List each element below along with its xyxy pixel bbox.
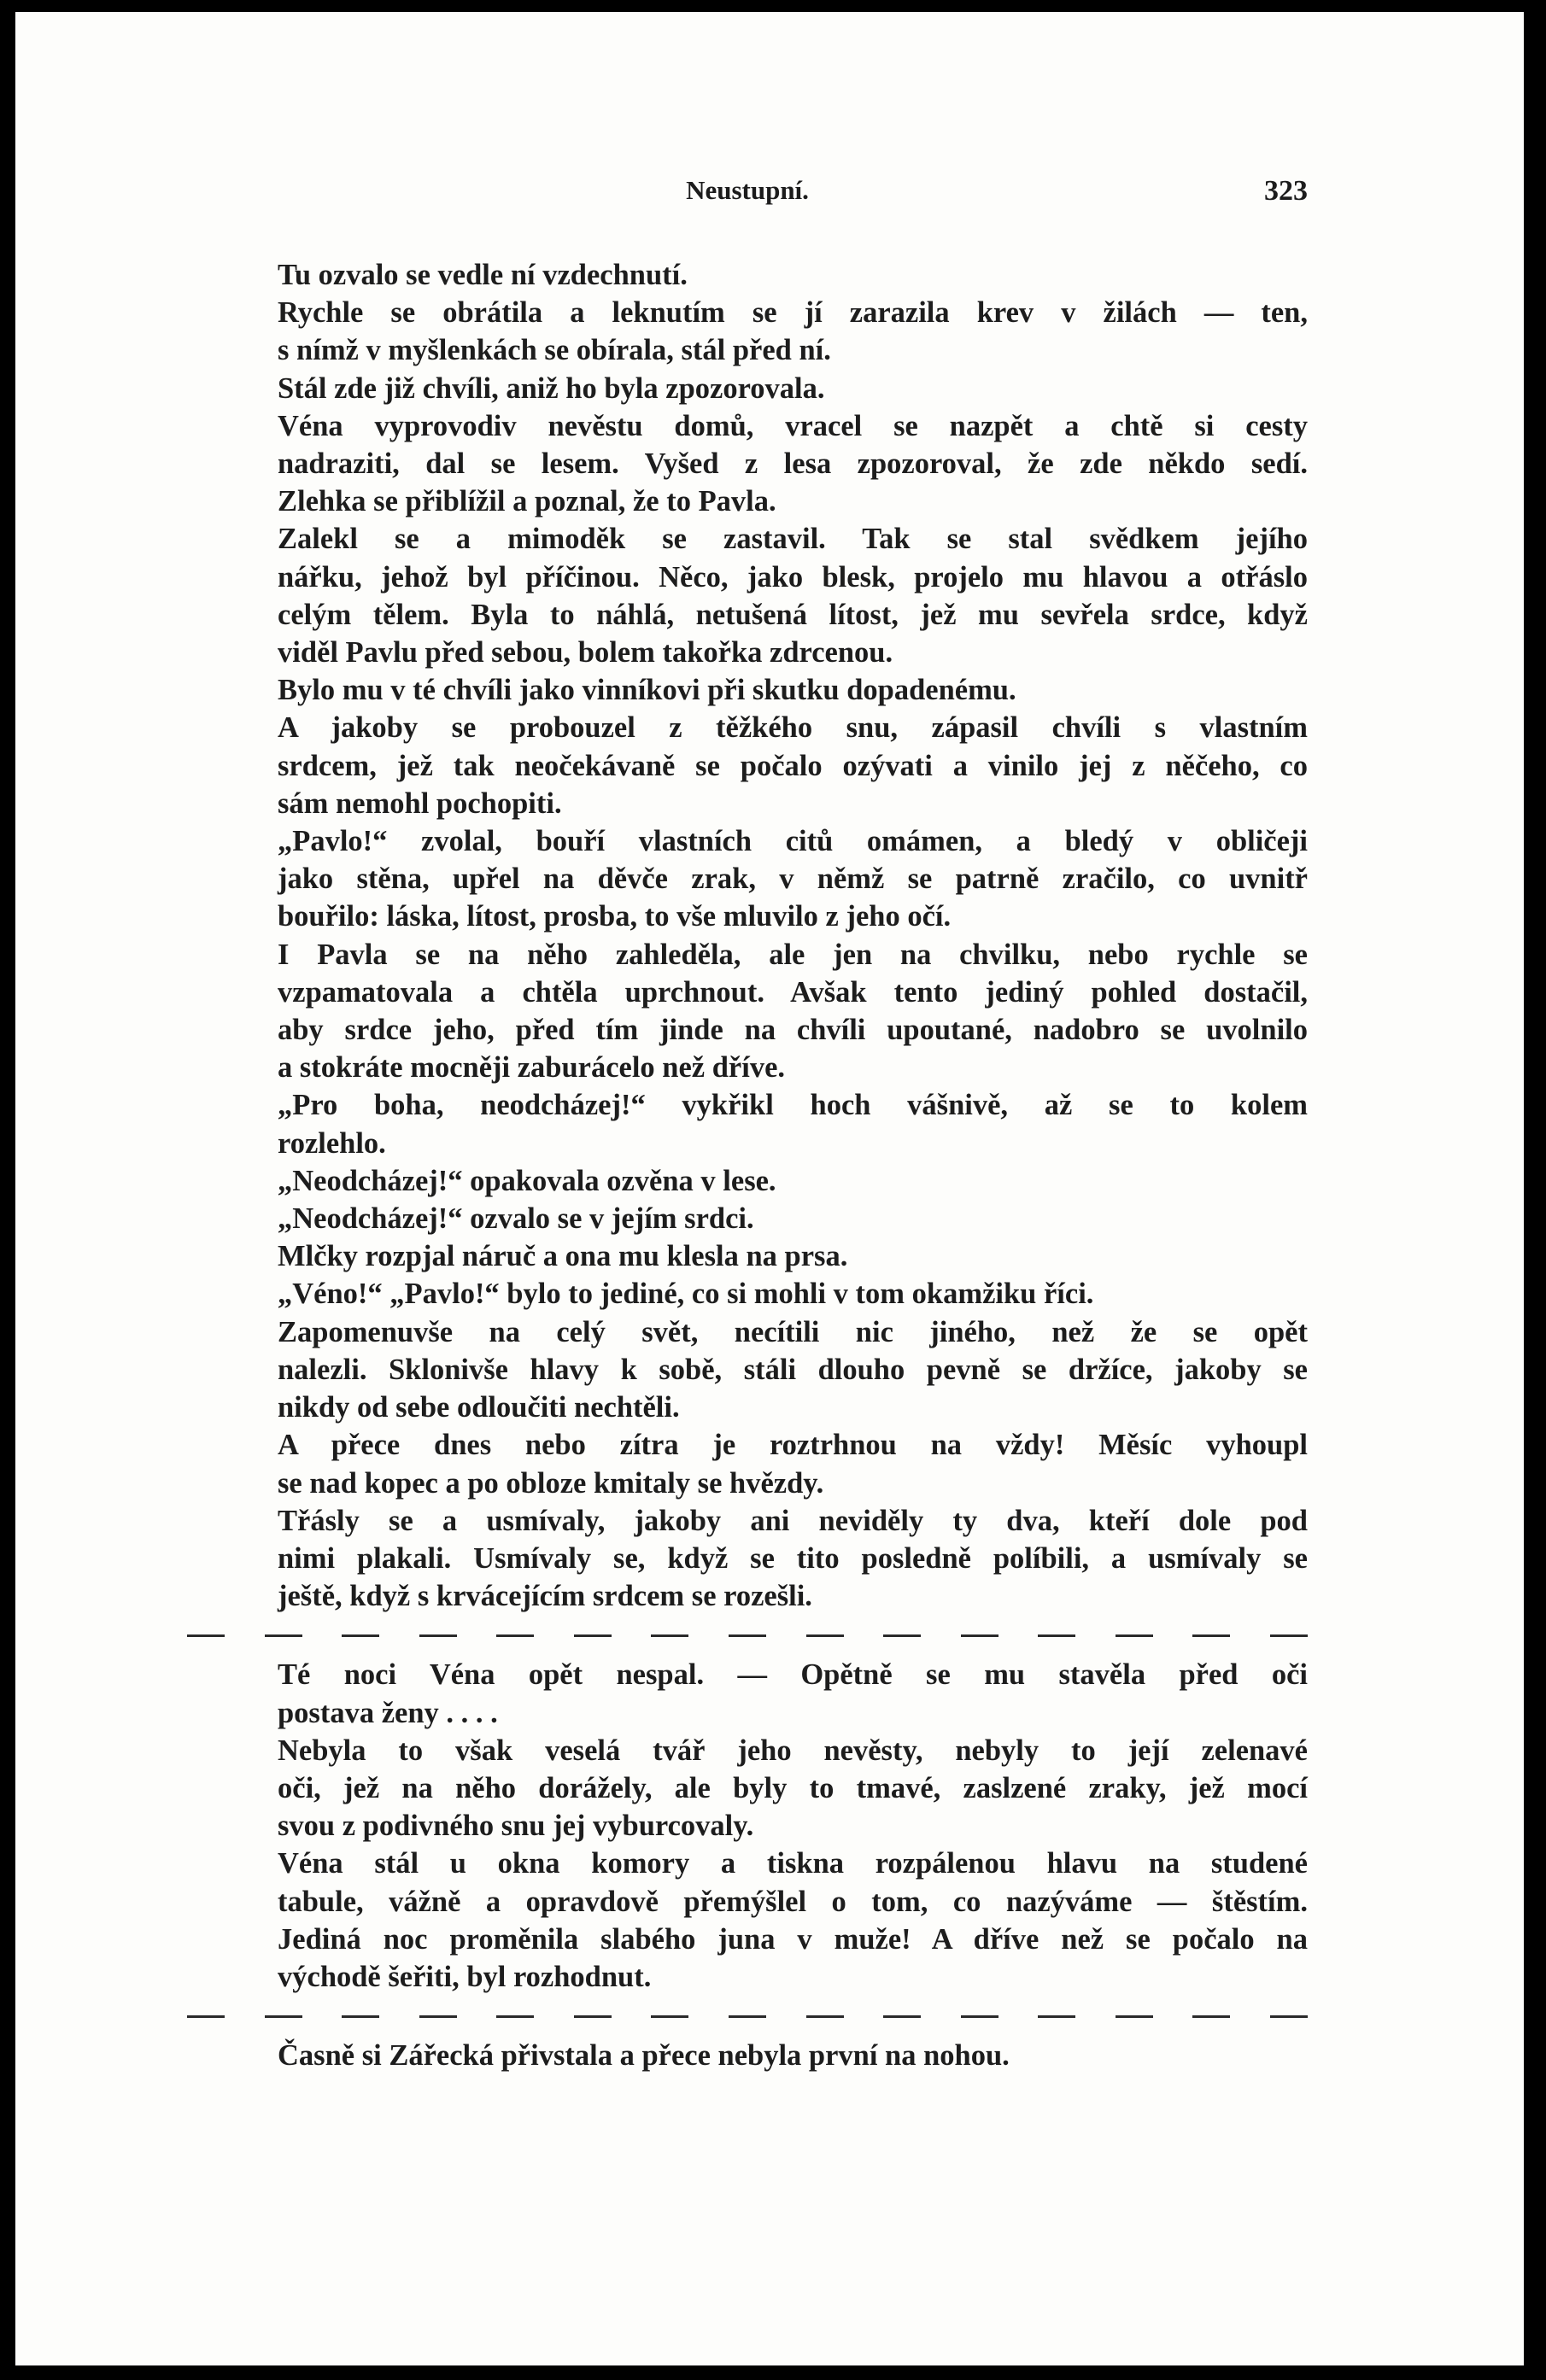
text-line: Tu ozvalo se vedle ní vzdechnutí. — [278, 259, 688, 291]
text-line: aby srdce jeho, před tím jinde na chvíli upoutané, nadobro se uvolnilo — [278, 1014, 1308, 1047]
text-line: Jediná noc proměnila slabého juna v muže! A dříve než se počalo na — [278, 1922, 1308, 1956]
paragraph — [187, 1237, 1308, 1275]
paragraph — [187, 1313, 1308, 1427]
paragraph — [187, 1162, 1308, 1200]
text-line: a stokráte mocněji zaburácelo než dříve. — [278, 1051, 786, 1085]
section-separator — [187, 1620, 1308, 1651]
book-page — [15, 12, 1524, 2365]
text-line: Bylo mu v té chvíli jako vinníkovi při skutku dopadenému. — [278, 674, 1016, 707]
text-line: Časně si Zářecká přivstala a přece nebyla první na nohou. — [278, 2039, 1010, 2073]
text-line: Té noci Véna opět nespal. — Opětně se mu stavěla před oči — [278, 1658, 1308, 1692]
paragraph — [187, 936, 1308, 1087]
text-line: „Pro boha, neodcházej!“ vykřikl hoch vášnivě, až se to kolem — [278, 1089, 1308, 1122]
paragraph — [187, 1845, 1308, 1996]
paragraph — [187, 1200, 1308, 1237]
paragraph — [187, 1426, 1308, 1501]
text-line: „Véno!“ „Pavlo!“ bylo to jediné, co si mohli v tom okamžiku říci. — [278, 1278, 1094, 1311]
paragraph — [187, 407, 1308, 521]
text-line: Stál zde již chvíli, aniž ho byla zpozorovala. — [278, 371, 825, 405]
text-line: svou z podivného snu jej vyburcovaly. — [278, 1810, 754, 1843]
paragraph — [187, 822, 1308, 936]
body-text — [187, 256, 1308, 2074]
text-line: „Neodcházej!“ ozvalo se v jejím srdci. — [278, 1202, 754, 1236]
paragraph — [187, 370, 1308, 407]
page-header — [187, 175, 1308, 209]
text-line: jako stěna, upřel na děvče zrak, v němž se patrně zračilo, co uvnitř — [278, 863, 1308, 896]
text-line: se nad kopec a po obloze kmitaly se hvězdy. — [278, 1466, 824, 1500]
text-line: nalezli. Sklonivše hlavy k sobě, stáli dlouho pevně se držíce, jakoby se — [278, 1353, 1308, 1386]
paragraph — [187, 1502, 1308, 1616]
text-line: tabule, vážně a opravdově přemýšlel o tom, co nazýváme — štěstím. — [278, 1885, 1308, 1918]
text-line: „Pavlo!“ zvolal, bouří vlastních citů omámen, a bledý v obličeji — [278, 825, 1308, 858]
paragraph — [187, 1732, 1308, 1845]
text-line: s nímž v myšlenkách se obírala, stál před ní. — [278, 334, 831, 367]
text-line: Véna vyprovodiv nevěstu domů, vracel se nazpět a chtě si cesty — [278, 409, 1308, 442]
text-line: I Pavla se na něho zahleděla, ale jen na chvilku, nebo rychle se — [278, 938, 1308, 971]
text-line: nimi plakali. Usmívaly se, když se tito posledně políbili, a usmívaly se — [278, 1541, 1308, 1575]
text-line: východě šeřiti, byl rozhodnut. — [278, 1960, 652, 1993]
text-line: Třásly se a usmívaly, jakoby ani neviděly ty dva, kteří dole pod — [278, 1504, 1308, 1537]
paragraph — [187, 2037, 1308, 2074]
paragraph — [187, 1656, 1308, 1731]
text-line: celým tělem. Byla to náhlá, netušená lítost, jež mu sevřela srdce, když — [278, 598, 1308, 631]
text-line: Véna stál u okna komory a tiskna rozpálenou hlavu na studené — [278, 1847, 1308, 1880]
text-line: bouřilo: láska, lítost, prosba, to vše mluvilo z jeho očí. — [278, 900, 952, 933]
text-line: „Neodcházej!“ opakovala ozvěna v lese. — [278, 1164, 776, 1197]
text-line: rozlehlo. — [278, 1126, 386, 1160]
paragraph — [187, 1086, 1308, 1161]
text-line: srdcem, jež tak neočekávaně se počalo ozývati a vinilo jej z něčeho, co — [278, 749, 1308, 782]
text-line: postava ženy . . . . — [278, 1696, 498, 1729]
text-line: Mlčky rozpjal náruč a ona mu klesla na prsa. — [278, 1240, 848, 1273]
text-line: nikdy od sebe odloučiti nechtěli. — [278, 1391, 680, 1424]
text-line: Nebyla to však veselá tvář jeho nevěsty, nebyly to její zelenavé — [278, 1734, 1308, 1767]
text-line: nadraziti, dal se lesem. Vyšed z lesa zpozoroval, že zde někdo sedí. — [278, 447, 1308, 481]
text-line: Zapomenuvše na celý svět, necítili nic jiného, než že se opět — [278, 1315, 1308, 1348]
paragraph — [187, 294, 1308, 369]
text-line: oči, jež na něho dorážely, ale byly to tmavé, zaslzené zraky, jež mocí — [278, 1771, 1308, 1804]
text-line: sám nemohl pochopiti. — [278, 787, 562, 820]
section-separator — [187, 2001, 1308, 2032]
text-line: A jakoby se probouzel z těžkého snu, zápasil chvíli s vlastním — [278, 711, 1308, 745]
text-line: viděl Pavlu před sebou, bolem takořka zdrcenou. — [278, 636, 893, 670]
page-number: 323 — [1264, 175, 1308, 207]
text-line: Zalekl se a mimoděk se zastavil. Tak se stal svědkem jejího — [278, 523, 1308, 556]
text-line: Rychle se obrátila a leknutím se jí zarazila krev v žilách — ten, — [278, 296, 1308, 330]
running-title: Neustupní. — [686, 175, 809, 205]
text-line: nářku, jehož byl příčinou. Něco, jako blesk, projelo mu hlavou a otřáslo — [278, 560, 1308, 594]
text-line: ještě, když s krvácejícím srdcem se rozešli. — [278, 1580, 812, 1613]
text-line: A přece dnes nebo zítra je roztrhnou na vždy! Měsíc vyhoupl — [278, 1429, 1308, 1462]
paragraph — [187, 256, 1308, 294]
paragraph — [187, 1275, 1308, 1313]
text-line: Zlehka se přiblížil a poznal, že to Pavla. — [278, 485, 776, 518]
text-line: vzpamatovala a chtěla uprchnout. Avšak tento jediný pohled dostačil, — [278, 975, 1308, 1009]
paragraph — [187, 671, 1308, 709]
paragraph — [187, 520, 1308, 671]
paragraph — [187, 709, 1308, 822]
